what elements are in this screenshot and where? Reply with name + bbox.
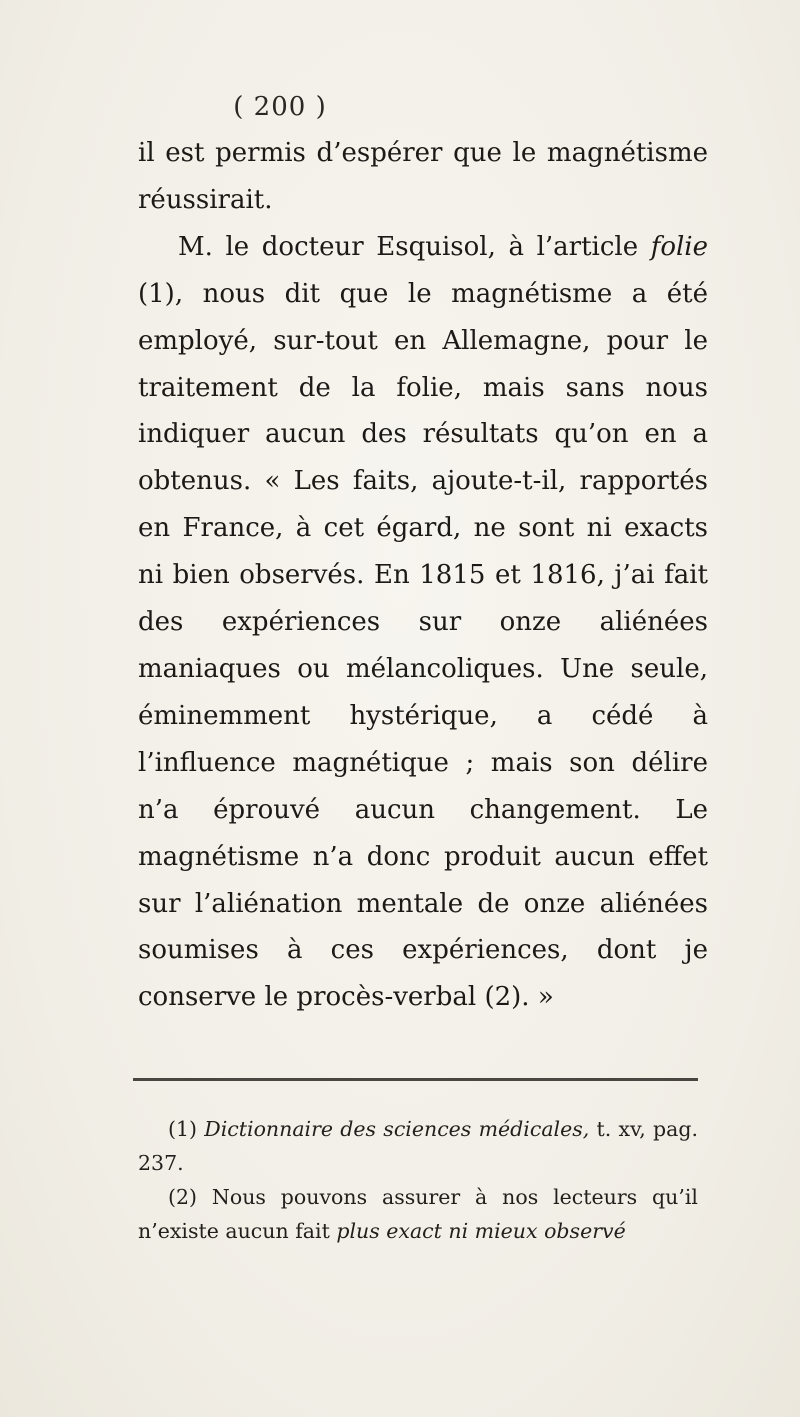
footnote-2 <box>138 1180 698 1248</box>
paragraph-2-rest: (1), nous dit que le magnétisme a été employé, sur-tout en Allemagne, pour le traitement de la folie, mais sans nous indiquer aucun des résultats qu’on en a obtenus. « Les faits, ajoute-t-il, rapportés en France, à cet égard, ne sont ni exacts ni bien observés. En 1815 et 1816, j’ai fait des expériences sur onze aliénées maniaques ou mélancoliques. Une seule, éminemment hystérique, a cédé à l’influence magnétique ; mais son délire n’a éprouvé aucun changement. Le magnétisme n’a donc produit aucun effet sur l’aliénation mentale de onze aliénées soumises à ces expériences, dont je conserve le procès-verbal (2). » <box>138 278 708 1013</box>
footnote-1 <box>138 1112 698 1180</box>
footnote-1-mark: (1) <box>168 1117 205 1141</box>
paragraph-2 <box>138 224 708 1021</box>
paragraph-1: il est permis d’espérer que le magnétisme réussirait. <box>138 138 708 215</box>
footnote-2-start: (2) Nous pouvons assurer à nos lecteurs qu’il n’existe aucun fait <box>138 1185 698 1243</box>
footnotes <box>138 1112 698 1248</box>
article-title-folie: folie <box>650 231 708 262</box>
footnote-1-title: Dictionnaire des sciences médicales, <box>204 1117 590 1141</box>
paragraph-2-start: M. le docteur Esquisol, à l’article <box>178 231 651 262</box>
footnote-1-rest: t. xv, pag. 237. <box>138 1117 698 1175</box>
main-text <box>138 130 708 1021</box>
footnote-2-italic: plus exact ni mieux observé <box>336 1219 626 1243</box>
footnote-separator <box>133 1078 698 1081</box>
page-number: ( 200 ) <box>233 92 327 122</box>
